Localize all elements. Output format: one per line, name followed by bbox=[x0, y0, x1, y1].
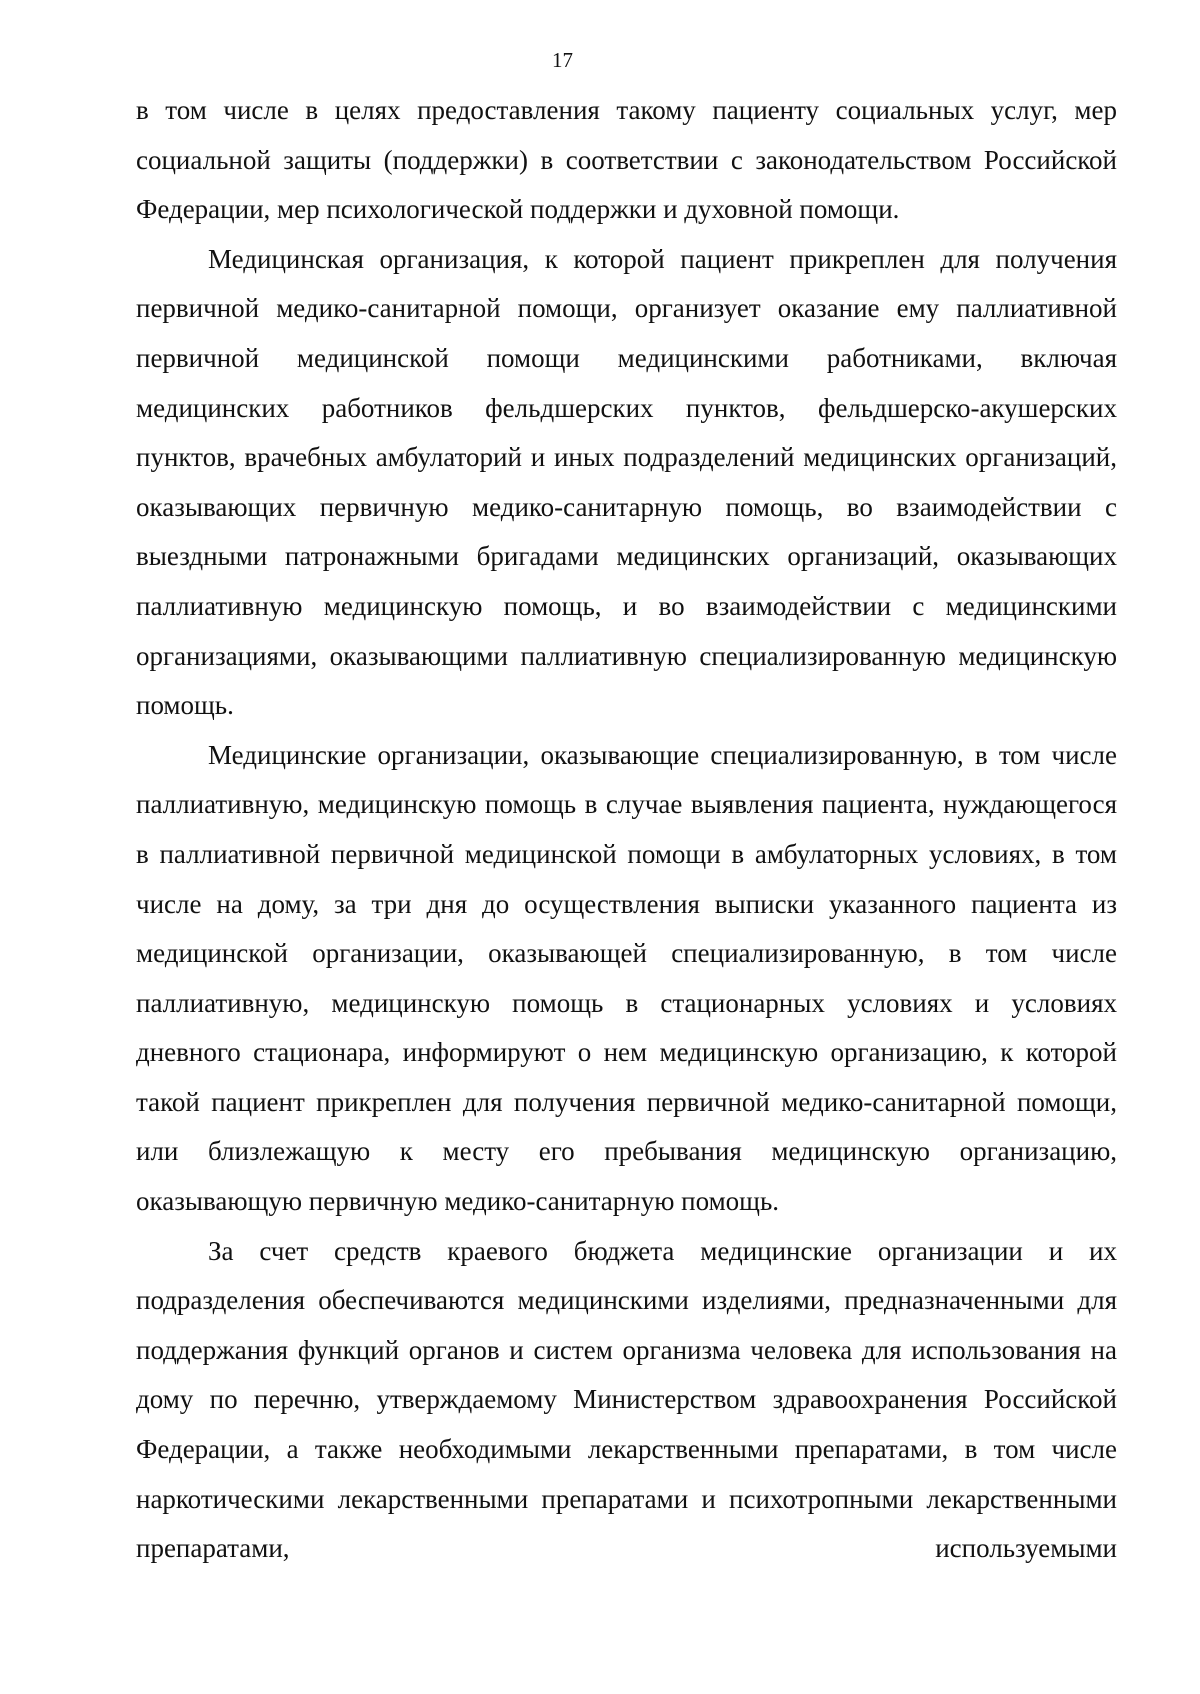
paragraph-specialized-organizations: Медицинские организации, оказывающие специализированную, в том числе паллиативную, медицинскую помощь в случае выявления пациента, нуждающегося в паллиативной первичной медицинской помощи в амбулаторных условиях, в том числе на дому, за три дня до осуществления выписки указанного пациента из медицинской организации, оказывающей специализированную, в том числе паллиативную, медицинскую помощь в стационарных условиях и условиях дневного стационара, информируют о нем медицинскую организацию, к которой такой пациент прикреплен для получения первичной медико-санитарной помощи, или близлежащую к месту его пребывания медицинскую организацию, оказывающую первичную медико-санитарную помощь. bbox=[136, 739, 1117, 1217]
paragraph-primary-care-organization: Медицинская организация, к которой пациент прикреплен для получения первичной медико-санитарной помощи, организует оказание ему паллиативной первичной медицинской помощи медицинскими работниками, включая медицинских работников фельдшерских пунктов, фельдшерско-акушерских пунктов, врачебных амбулаторий и иных подразделений медицинских организаций, оказывающих первичную медико-санитарную помощь, во взаимодействии с выездными патронажными бригадами медицинских организаций, оказывающих паллиативную медицинскую помощь, и во взаимодействии с медицинскими организациями, оказывающими паллиативную специализированную медицинскую помощь. bbox=[136, 243, 1117, 721]
paragraph-regional-budget: За счет средств краевого бюджета медицинские организации и их подразделения обеспечиваются медицинскими изделиями, предназначенными для поддержания функций органов и систем организма человека для использования на дому по перечню, утверждаемому Министерством здравоохранения Российской Федерации, а также необходимыми лекарственными препаратами, в том числе наркотическими лекарственными препаратами и психотропными лекарственными препаратами, используемыми bbox=[136, 1235, 1117, 1564]
paragraph-continuation: в том числе в целях предоставления такому пациенту социальных услуг, мер социальной защиты (поддержки) в соответствии с законодательством Российской Федерации, мер психологической поддержки и духовной помощи. bbox=[136, 95, 1117, 225]
document-body bbox=[136, 86, 1117, 1574]
page-number: 17 bbox=[552, 48, 573, 72]
